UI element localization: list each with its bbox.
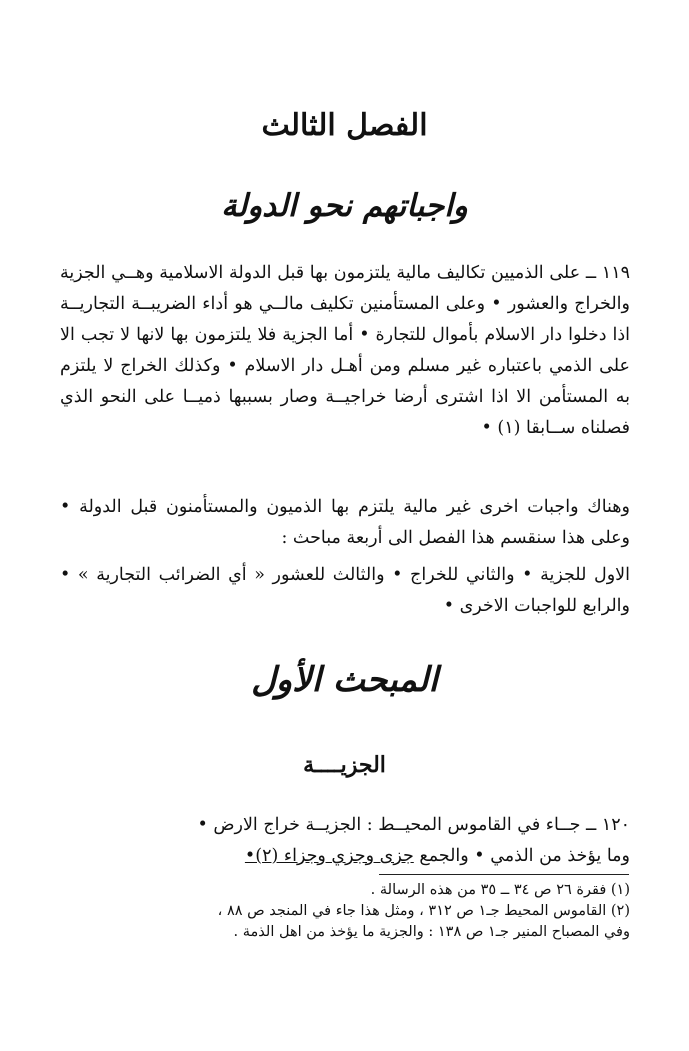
- paragraph-line-part: وما يؤخذ من الذمي • والجمع: [419, 846, 630, 866]
- chapter-title: الفصل الثالث: [261, 108, 428, 143]
- footnotes: [60, 880, 630, 943]
- paragraph-119: [60, 258, 630, 444]
- paragraph-120: [60, 810, 630, 872]
- footnote-2: (٢) القاموس المحيط جـ١ ص ٣١٢ ، ومثل هذا جاء في المنجد ص ٨٨ ،: [217, 903, 630, 919]
- footnote-2-continued: وفي المصباح المنير جـ١ ص ١٣٨ : والجزية ما يؤخذ من اهل الذمة .: [233, 924, 630, 940]
- footnote-divider: [379, 874, 629, 875]
- paragraph-line: ١٢٠ ــ جــاء في القاموس المحيــط : الجزيــة خراج الارض •: [197, 815, 630, 835]
- paragraph-other-duties: [60, 492, 630, 554]
- underlined-text: جزى وجزي وجزاء (٢)•: [244, 846, 414, 866]
- paragraph-line: [60, 841, 630, 872]
- chapter-subtitle: واجباتهم نحو الدولة: [221, 188, 468, 224]
- footnote-1: (١) فقرة ٢٦ ص ٣٤ ــ ٣٥ من هذه الرسالة .: [370, 882, 630, 898]
- section-title: المبحث الأول: [251, 660, 438, 700]
- topic-title: الجزيــــة: [303, 752, 386, 778]
- paragraph-sections-list: [60, 560, 630, 622]
- paragraph-text: وهناك واجبات اخرى غير مالية يلتزم بها الذميون والمستأمنون قبل الدولة • وعلى هذا سنقسم هذا الفصل الى أربعة مباحث :: [60, 497, 630, 548]
- paragraph-text: الاول للجزية • والثاني للخراج • والثالث للعشور « أي الضرائب التجارية » • والرابع للواجبات الاخرى •: [60, 565, 630, 616]
- paragraph-text: ١١٩ ــ على الذميين تكاليف مالية يلتزمون بها قبل الدولة الاسلامية وهــي الجزية والخراج والعشور • وعلى المستأمنين تكليف مالــي هو أداء الضريبــة التجاريــة اذا دخلوا دار الاسلام بأموال للتجارة • أما الجزية فلا يلتزمون بها لانها لا تجب الا على الذمي باعتباره غير مسلم ومن أهـل دار الاسلام • وكذلك الخراج لا يلتزم به المستأمن الا اذا اشترى أرضا خراجيــة وصار بسببها ذميــا على النحو الذي فصلناه ســابقا (١) •: [60, 263, 630, 438]
